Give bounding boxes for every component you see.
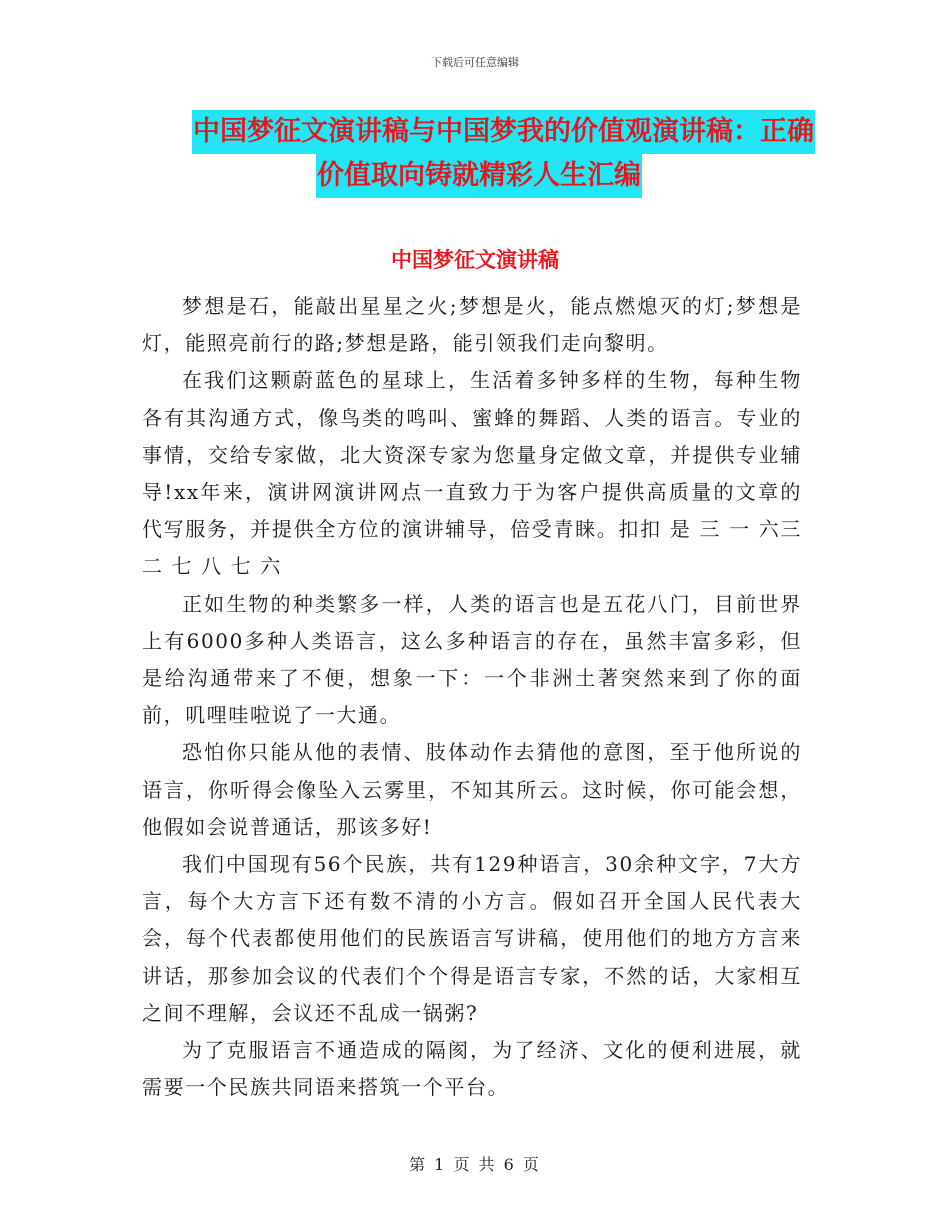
document-body — [142, 288, 802, 1106]
paragraph: 恐怕你只能从他的表情、肢体动作去猜他的意图，至于他所说的语言，你听得会像坠入云雾里，不知其所云。这时候，你可能会想，他假如会说普通话，那该多好! — [142, 740, 802, 839]
paragraph: 梦想是石，能敲出星星之火;梦想是火，能点燃熄灭的灯;梦想是灯，能照亮前行的路;梦想是路，能引领我们走向黎明。 — [142, 294, 802, 356]
page-number: 第 1 页 共 6 页 — [409, 1155, 541, 1174]
section-heading: 中国梦征文演讲稿 — [391, 248, 559, 272]
header-note: 下载后可任意编辑 — [431, 56, 519, 69]
paragraph: 为了克服语言不通造成的隔阂，为了经济、文化的便利进展，就需要一个民族共同语来搭筑一个平台。 — [142, 1038, 802, 1100]
title-line-2: 价值取向铸就精彩人生汇编 — [316, 154, 642, 198]
paragraph: 在我们这颗蔚蓝色的星球上，生活着多钟多样的生物，每种生物各有其沟通方式，像鸟类的鸣叫、蜜蜂的舞蹈、人类的语言。专业的事情，交给专家做，北大资深专家为您量身定做文章，并提供专业辅导!xx年来，演讲网演讲网点一直致力于为客户提供高质量的文章的代写服务，并提供全方位的演讲辅导，倍受青睐。扣扣 是 三 一 六三 二 七 八 七 六 — [142, 368, 802, 579]
paragraph: 我们中国现有56个民族，共有129种语言，30余种文字，7大方言，每个大方言下还有数不清的小方言。假如召开全国人民代表大会，每个代表都使用他们的民族语言写讲稿，使用他们的地方方言来讲话，那参加会议的代表们个个得是语言专家，不然的话，大家相互之间不理解，会议还不乱成一锅粥? — [142, 852, 802, 1025]
paragraph: 正如生物的种类繁多一样，人类的语言也是五花八门，目前世界上有6000多种人类语言，这么多种语言的存在，虽然丰富多彩，但是给沟通带来了不便，想象一下：一个非洲土著突然来到了你的面前，叽哩哇啦说了一大通。 — [142, 591, 802, 728]
title-line-1: 中国梦征文演讲稿与中国梦我的价值观演讲稿：正确 — [192, 110, 815, 154]
document-title — [192, 110, 812, 198]
